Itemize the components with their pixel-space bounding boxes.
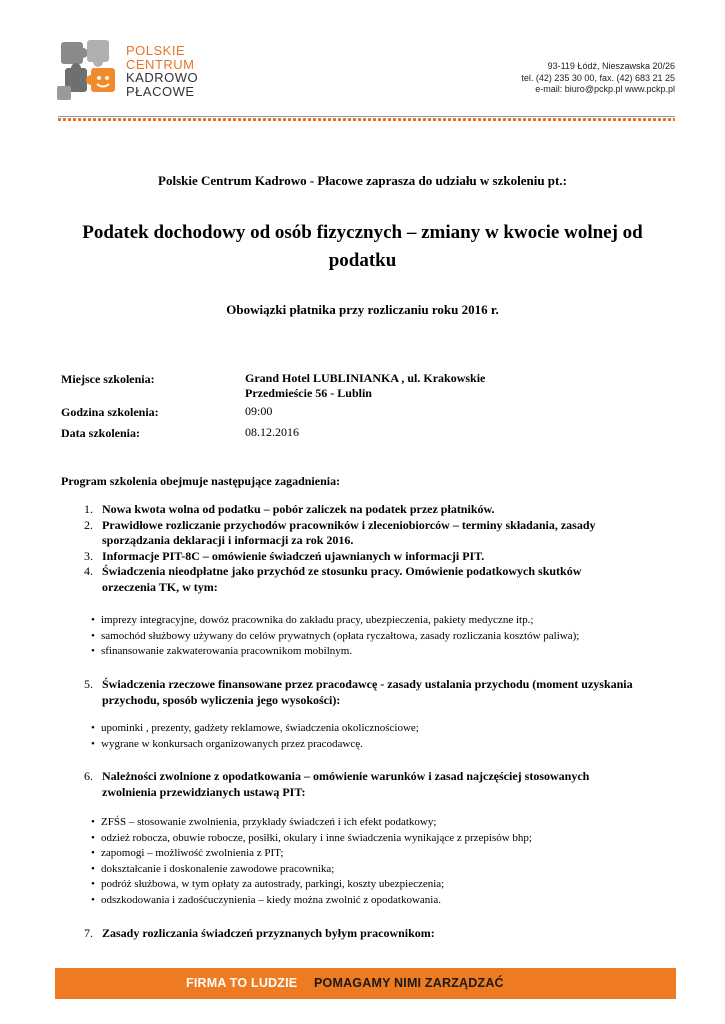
footer-banner xyxy=(55,968,676,999)
program-item-5: 5. Świadczenia rzeczowe finansowane przez pracodawcę - zasady ustalania przychodu (moment uzyskania przychodu, sposób wyliczenia jego wysokości): xyxy=(84,677,633,707)
invitation-text: Polskie Centrum Kadrowo - Płacowe zaprasza do udziału w szkoleniu pt.: xyxy=(158,173,567,188)
list-item: • imprezy integracyjne, dowóz pracownika do zakładu pracy, ubezpieczenia, pakiety medyczne itp.; xyxy=(91,613,691,629)
item-4-bullets xyxy=(91,613,691,660)
list-item: • odzież robocza, obuwie robocze, posiłki, okulary i inne świadczenia wynikające z przepisów bhp; xyxy=(91,831,691,847)
footer-slogan-left: FIRMA TO LUDZIE xyxy=(186,976,298,990)
program-item-4: 4. Świadczenia nieodpłatne jako przychód ze stosunku pracy. Omówienie podatkowych skutków orzeczenia TK, w tym: xyxy=(84,564,582,594)
header-divider xyxy=(58,116,675,117)
logo-wordmark xyxy=(126,44,198,98)
address: 93-119 Łódź, Nieszawska 20/26 xyxy=(547,61,675,71)
footer-slogan-right: POMAGAMY NIMI ZARZĄDZAĆ xyxy=(314,976,504,990)
program-heading: Program szkolenia obejmuje następujące zagadnienia: xyxy=(61,474,341,488)
date-label: Data szkolenia: xyxy=(61,426,140,440)
training-subtitle: Obowiązki płatnika przy rozliczaniu roku 2016 r. xyxy=(226,302,499,317)
list-item: • zapomogi – możliwość zwolnienia z PIT; xyxy=(91,846,691,862)
program-item-7-block xyxy=(84,926,694,942)
list-item: • wygrane w konkursach organizowanych przez pracodawcę. xyxy=(91,737,691,753)
logo-line-2: CENTRUM xyxy=(126,56,195,72)
list-item: • dokształcanie i doskonalenie zawodowe pracownika; xyxy=(91,862,691,878)
program-item-3: 3. Informacje PIT-8C – omówienie świadczeń ujawnianych w informacji PIT. xyxy=(84,548,485,563)
puzzle-logo-icon xyxy=(55,38,125,106)
header-stripe xyxy=(58,118,675,121)
title-line-2: podatku xyxy=(328,250,397,271)
place-label: Miejsce szkolenia: xyxy=(61,372,155,386)
logo-line-1: POLSKIE xyxy=(126,43,186,58)
program-item-2: 2. Prawidłowe rozliczanie przychodów pracowników i zleceniobiorców – terminy składania, zasady sporządzania deklaracji i informacji za rok 2016. xyxy=(84,517,596,547)
program-item-6: 6. Należności zwolnione z opodatkowania – omówienie warunków i zasad najczęściej stosowanych zwolnienia przewidzianych ustawą PIT: xyxy=(84,769,590,799)
list-item: • samochód służbowy używany do celów prywatnych (opłata ryczałtowa, zasady rozliczania kosztów paliwa); xyxy=(91,629,691,645)
time-value: 09:00 xyxy=(245,404,273,418)
list-item: • sfinansowanie zakwaterowania pracownikom mobilnym. xyxy=(91,644,691,660)
logo-line-4: PŁACOWE xyxy=(126,83,195,99)
item-5-bullets xyxy=(91,721,691,752)
logo-line-3: KADROWO xyxy=(126,70,199,85)
program-item-6-block xyxy=(84,769,694,800)
place-value-line-2: Przedmieście 56 - Lublin xyxy=(245,386,372,400)
list-item: • ZFŚS – stosowanie zwolnienia, przykłady świadczeń i ich efekt podatkowy; xyxy=(91,815,691,831)
place-value-line-1: Grand Hotel LUBLINIANKA , ul. Krakowskie xyxy=(245,371,486,385)
title-line-1: Podatek dochodowy od osób fizycznych – zmiany w kwocie wolnej od xyxy=(82,222,643,243)
contact-block xyxy=(375,61,675,96)
date-value: 08.12.2016 xyxy=(245,425,299,439)
place-value xyxy=(245,371,485,401)
program-item-7: 7. Zasady rozliczania świadczeń przyznanych byłym pracownikom: xyxy=(84,926,435,940)
program-item-5-block xyxy=(84,677,694,708)
email-www: e-mail: biuro@pckp.pl www.pckp.pl xyxy=(535,84,675,94)
list-item: • odszkodowania i zadośćuczynienia – kiedy można zwolnić z opodatkowania. xyxy=(91,893,691,909)
program-item-1: 1. Nowa kwota wolna od podatku – pobór zaliczek na podatek przez płatników. xyxy=(84,502,495,516)
time-label: Godzina szkolenia: xyxy=(61,405,159,419)
list-item: • podróż służbowa, w tym opłaty za autostrady, parkingi, koszty ubezpieczenia; xyxy=(91,877,691,893)
training-title xyxy=(40,219,685,275)
list-item: • upominki , prezenty, gadżety reklamowe, świadczenia okolicznościowe; xyxy=(91,721,691,737)
phone-fax: tel. (42) 235 30 00, fax. (42) 683 21 25 xyxy=(521,72,675,83)
program-list xyxy=(84,502,684,595)
item-6-bullets xyxy=(91,815,691,908)
